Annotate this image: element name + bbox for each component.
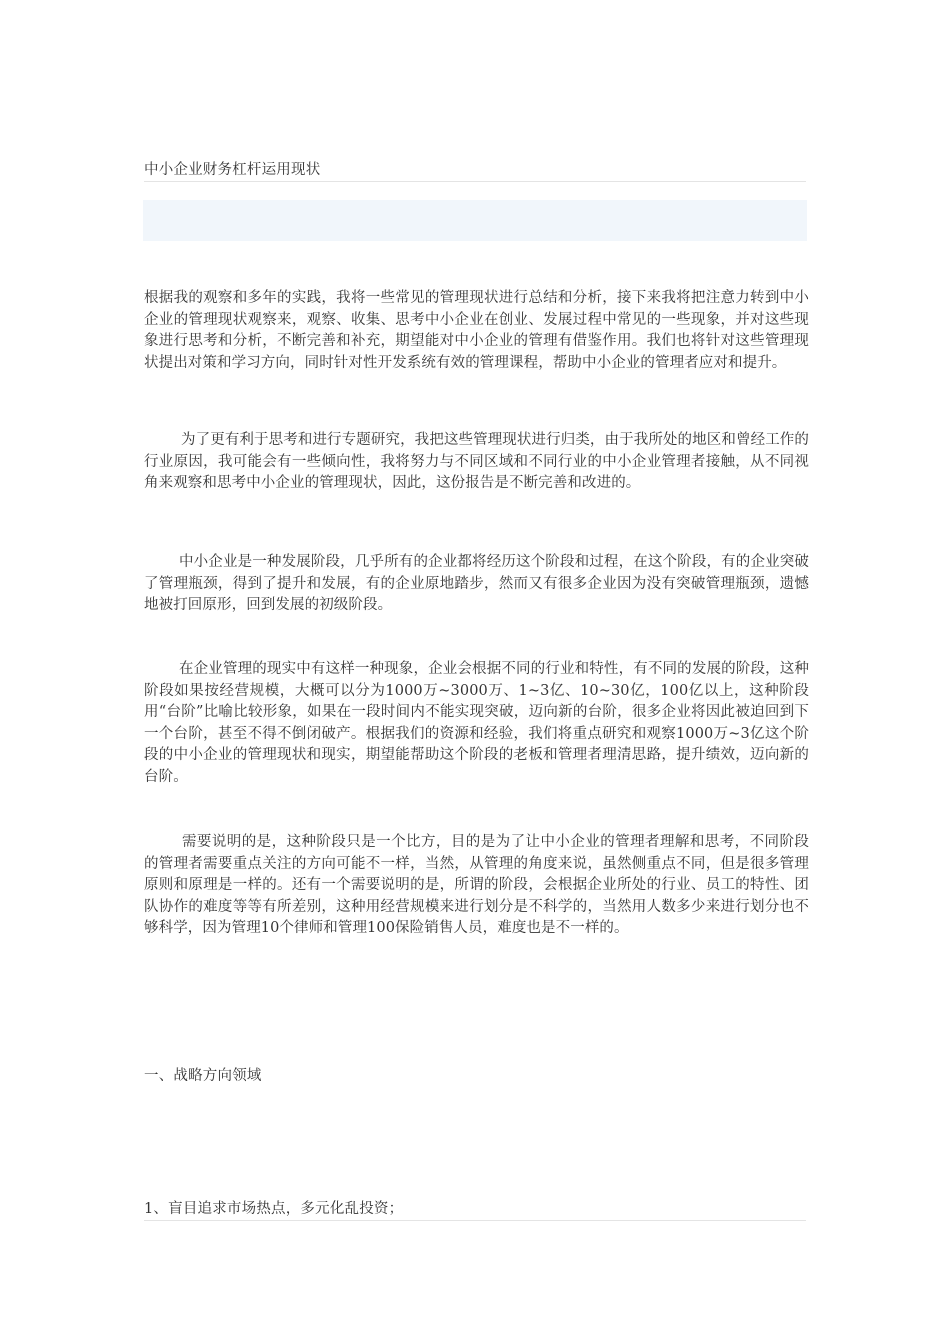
document-title: 中小企业财务杠杆运用现状 bbox=[144, 161, 806, 182]
paragraph-explanation: 需要说明的是，这种阶段只是一个比方，目的是为了让中小企业的管理者理解和思考，不同阶段的管理者需要重点关注的方向可能不一样，当然，从管理的角度来说，虽然侧重点不同，但是很多管理原则和原理是一样的。还有一个需要说明的是，所谓的阶段，会根据企业所处的行业、员工的特性、团队协作的难度等等有所差别，这种用经营规模来进行划分是不科学的，当然用人数多少来进行划分也不够科学，因为管理10个律师和管理100保险销售人员，难度也是不一样的。 bbox=[144, 834, 809, 936]
paragraph-development-stage: 中小企业是一种发展阶段，几乎所有的企业都将经历这个阶段和过程，在这个阶段，有的企业突破了管理瓶颈，得到了提升和发展，有的企业原地踏步，然而又有很多企业因为没有突破管理瓶颈，遗憾地被打回原形，回到发展的初级阶段。 bbox=[144, 554, 809, 613]
title-banner bbox=[143, 200, 807, 241]
subsection-heading: 1、盲目追求市场热点，多元化乱投资； bbox=[144, 1199, 806, 1221]
paragraph-classification: 为了更有利于思考和进行专题研究，我把这些管理现状进行归类，由于我所处的地区和曾经工作的行业原因，我可能会有一些倾向性，我将努力与不同区域和不同行业的中小企业管理者接触，从不同视角来观察和思考中小企业的管理现状，因此，这份报告是不断完善和改进的。 bbox=[144, 432, 809, 491]
paragraph-intro: 根据我的观察和多年的实践，我将一些常见的管理现状进行总结和分析，接下来我将把注意力转到中小企业的管理现状观察来，观察、收集、思考中小企业在创业、发展过程中常见的一些现象，并对这些现象进行思考和分析，不断完善和补充，期望能对中小企业的管理有借鉴作用。我们也将针对这些管理现状提出对策和学习方向，同时针对性开发系统有效的管理课程，帮助中小企业的管理者应对和提升。 bbox=[144, 290, 809, 371]
paragraph-scale-stages: 在企业管理的现实中有这样一种现象，企业会根据不同的行业和特性，有不同的发展的阶段，这种阶段如果按经营规模，大概可以分为1000万~3000万、1~3亿、10~30亿，100亿以上，这种阶段用“台阶”比喻比较形象，如果在一段时间内不能实现突破，迈向新的台阶，很多企业将因此被迫回到下一个台阶，甚至不得不倒闭破产。根据我们的资源和经验，我们将重点研究和观察1000万~3亿这个阶段的中小企业的管理现状和现实，期望能帮助这个阶段的老板和管理者理清思路，提升绩效，迈向新的台阶。 bbox=[144, 661, 809, 785]
section-heading: 一、战略方向领域 bbox=[144, 1068, 262, 1084]
